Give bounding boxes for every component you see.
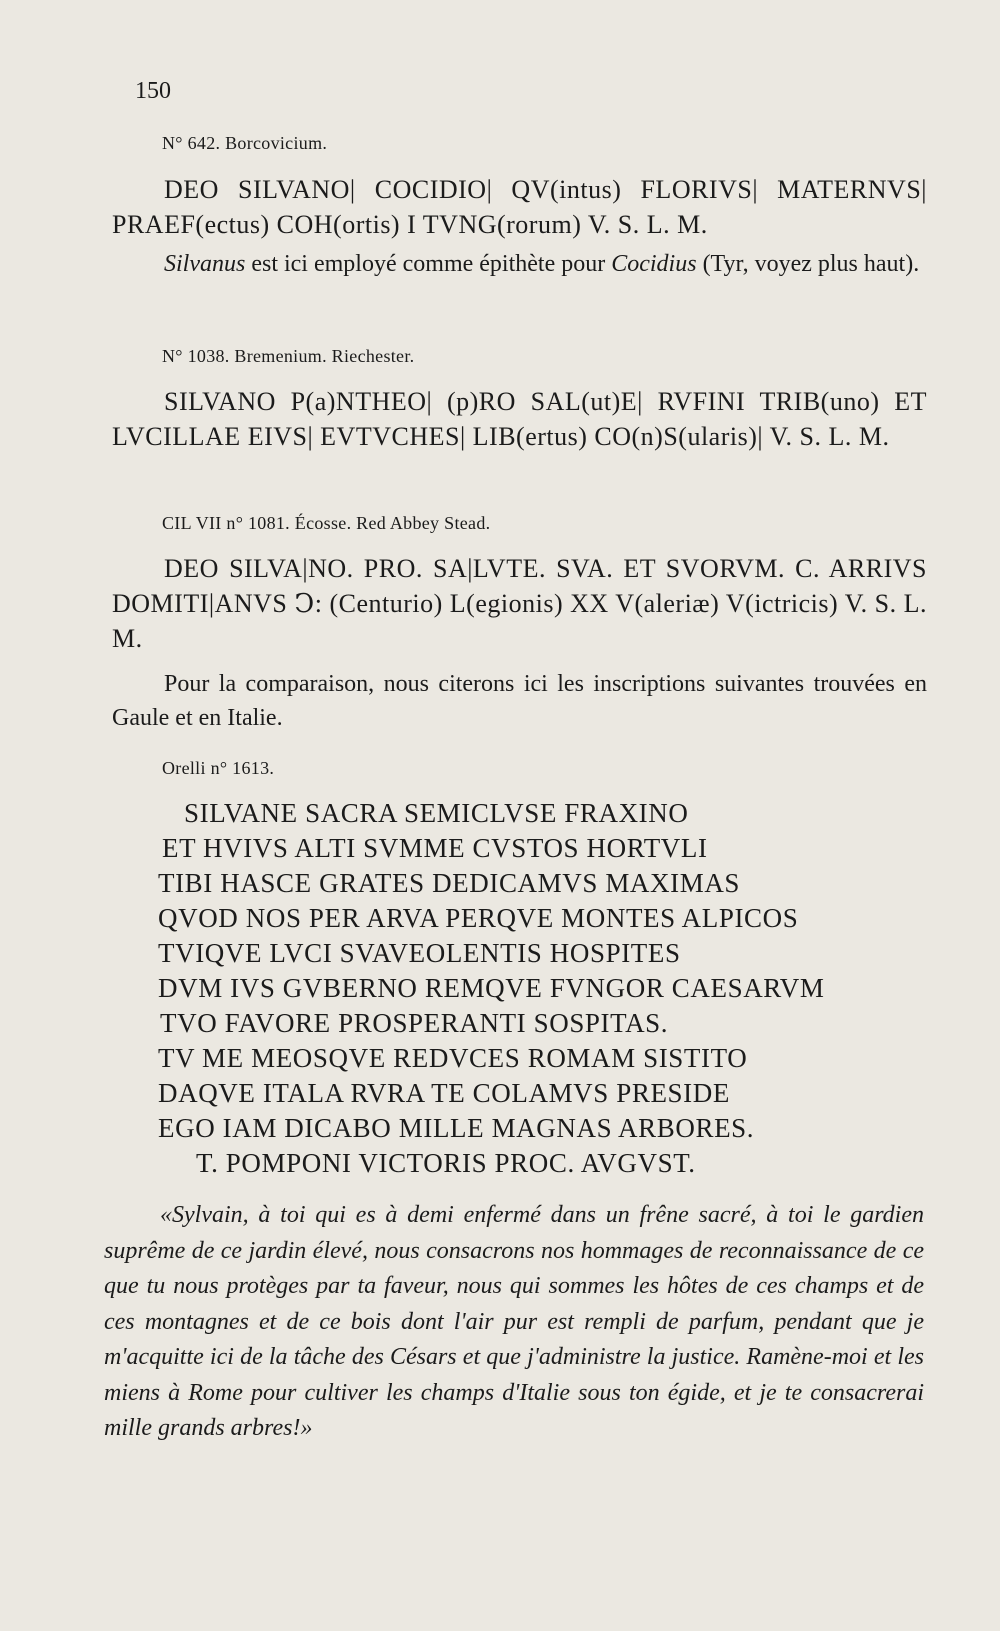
orelli-line: TV ME MEOSQVE REDVCES ROMAM SISTITO bbox=[158, 1043, 748, 1073]
page-number: 150 bbox=[135, 78, 171, 104]
orelli-line: DAQVE ITALA RVRA TE COLAMVS PRESIDE bbox=[158, 1078, 730, 1108]
orelli-line: QVOD NOS PER ARVA PERQVE MONTES ALPICOS bbox=[158, 903, 799, 933]
orelli-line: EGO IAM DICABO MILLE MAGNAS ARBORES. bbox=[158, 1113, 755, 1143]
note-term-cocidius: Cocidius bbox=[611, 251, 697, 277]
note-silvanus bbox=[112, 247, 927, 281]
orelli-line: TIBI HASCE GRATES DEDICAMVS MAXIMAS bbox=[158, 868, 741, 898]
inscription-borcovicium: DEO SILVANO| COCIDIO| QV(intus) FLORIVS| MATERNVS| PRAEF(ectus) COH(ortis) I TVNG(rorum) V. S. L. M. bbox=[112, 175, 927, 239]
orelli-line: ET HVIVS ALTI SVMME CVSTOS HORTVLI bbox=[162, 833, 708, 863]
inscription-red-abbey: DEO SILVA|NO. PRO. SA|LVTE. SVA. ET SVORVM. C. ARRIVS DOMITI|ANVS Ↄ: (Centurio) L(egionis) XX V(aleriæ) V(ictricis) V. S. L. M. bbox=[112, 554, 927, 653]
entry-reference-orelli: Orelli n° 1613. bbox=[162, 758, 275, 778]
orelli-line: TVO FAVORE PROSPERANTI SOSPITAS. bbox=[160, 1008, 669, 1038]
orelli-line: T. POMPONI VICTORIS PROC. AVGVST. bbox=[196, 1148, 696, 1178]
orelli-line: DVM IVS GVBERNO REMQVE FVNGOR CAESARVM bbox=[158, 973, 825, 1003]
orelli-line: TVIQVE LVCI SVAVEOLENTIS HOSPITES bbox=[158, 938, 681, 968]
entry-reference-borcovicium: N° 642. Borcovicium. bbox=[162, 133, 328, 153]
inscription-bremenium: SILVANO P(a)NTHEO| (p)RO SAL(ut)E| RVFINI TRIB(uno) ET LVCILLAE EIVS| EVTVCHES| LIB(ertus) CO(n)S(ularis)| V. S. L. M. bbox=[112, 387, 927, 451]
entry-reference-red-abbey: CIL VII n° 1081. Écosse. Red Abbey Stead. bbox=[162, 513, 491, 533]
french-translation: «Sylvain, à toi qui es à demi enfermé dans un frêne sacré, à toi le gardien suprême de ce jardin élevé, nous consacrons nos hommages de reconnaissance de ce que tu nous protèges par ta faveur, nous qui sommes les hôtes de ces champs et de ces montagnes et de ce bois dont l'air pur est rempli de parfum, pendant que je m'acquitte ici de la tâche des Césars et que j'administre la justice. Ramène-moi et les miens à Rome pour cultiver les champs d'Italie sous ton égide, et je te consacrerai mille grands arbres!» bbox=[104, 1202, 924, 1441]
entry-reference-bremenium: N° 1038. Bremenium. Riechester. bbox=[162, 346, 415, 366]
note-end: (Tyr, voyez plus haut). bbox=[696, 251, 920, 277]
orelli-line: SILVANE SACRA SEMICLVSE FRAXINO bbox=[184, 798, 689, 828]
note-middle: est ici employé comme épithète pour bbox=[245, 251, 612, 277]
orelli-inscription bbox=[158, 796, 918, 1181]
comparison-paragraph: Pour la comparaison, nous citerons ici les inscriptions suivantes trouvées en Gaule et en Italie. bbox=[112, 671, 927, 731]
note-term-silvanus: Silvanus bbox=[164, 251, 246, 277]
